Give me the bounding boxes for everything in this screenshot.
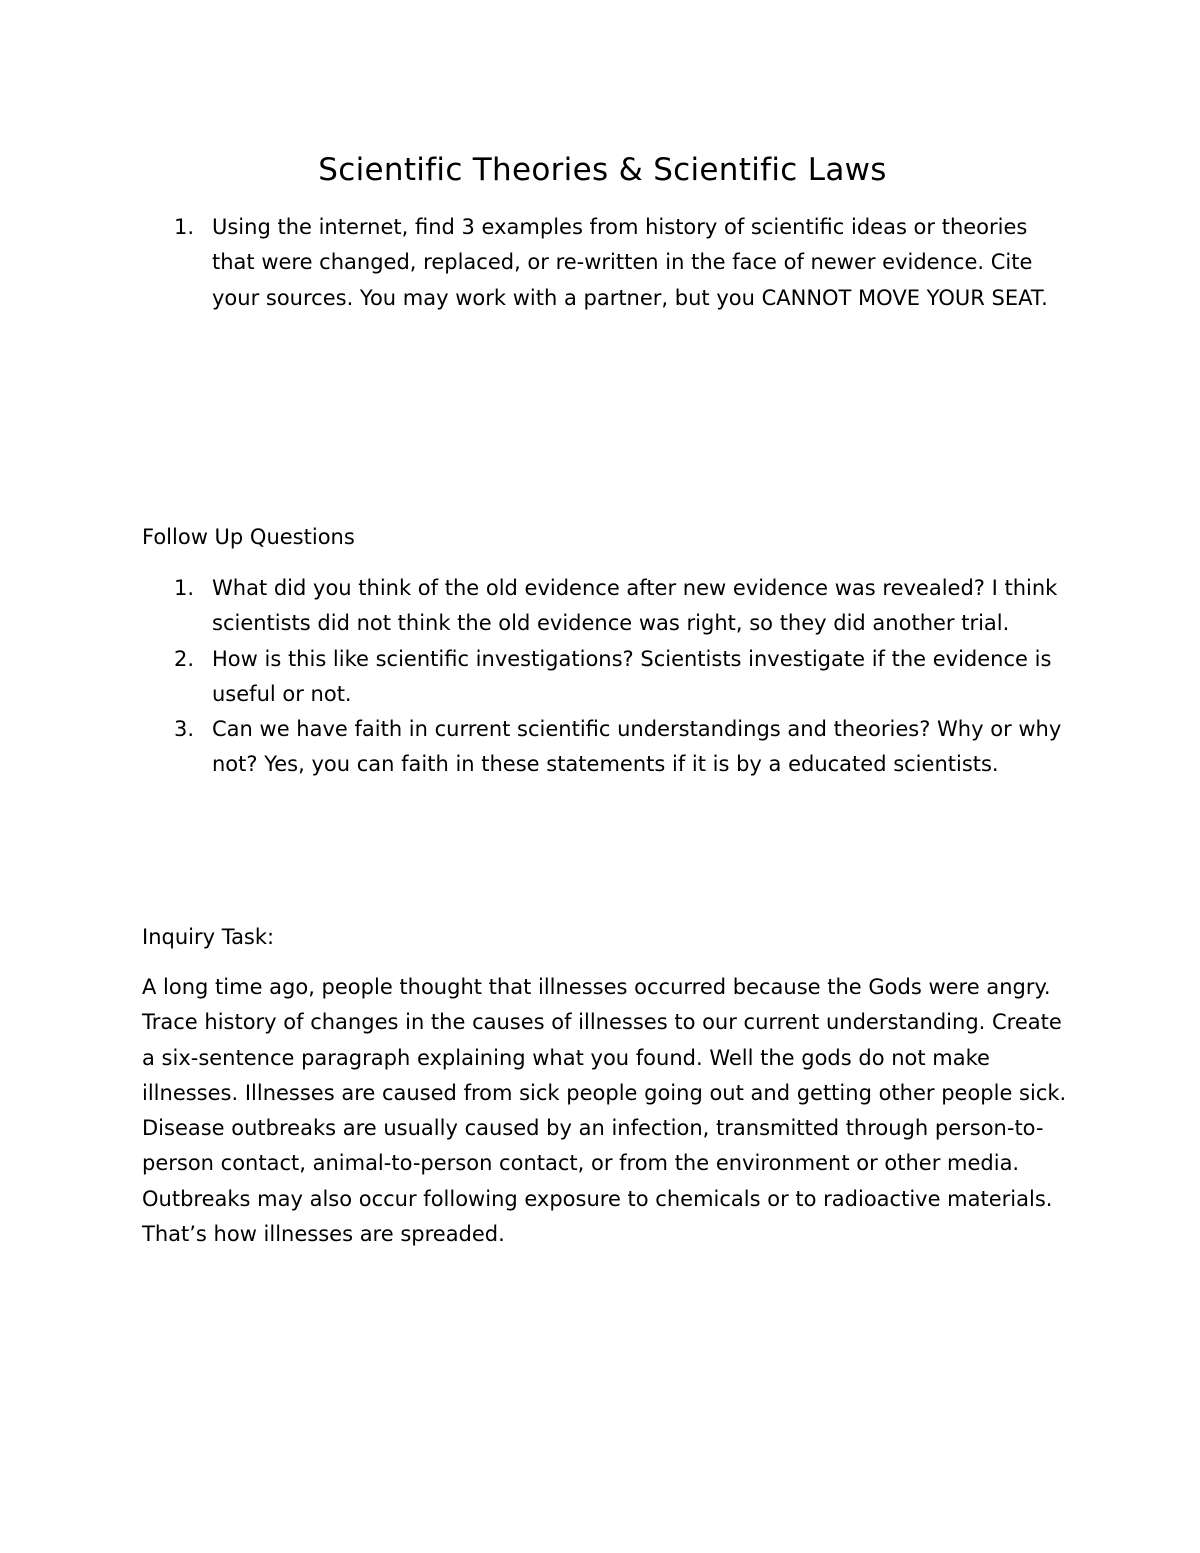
list-item-text: What did you think of the old evidence after new evidence was revealed? I think scientists did not think the old evidence was right, so they did another trial. <box>212 576 1058 636</box>
list-item-text: Using the internet, find 3 examples from history of scientific ideas or theories that were changed, replaced, or re-written in the face of newer evidence. Cite your sources. You may work with a partner, but you CANNOT MOVE YOUR SEAT. <box>212 215 1048 310</box>
inquiry-paragraph: A long time ago, people thought that illnesses occurred because the Gods were angry. Trace history of changes in the causes of illnesses to our current understanding. Create a six-sentence paragraph explaining what you found. Well the gods do not make illnesses. Illnesses are caused from sick people going out and getting other people sick. Disease outbreaks are usually caused by an infection, transmitted through person-to-person contact, animal-to-person contact, or from the environment or other media. Outbreaks may also occur following exposure to chemicals or to radioactive materials. That’s how illnesses are spreaded. <box>142 975 1067 1247</box>
follow-up-list <box>142 571 1072 783</box>
list-item <box>142 712 1072 783</box>
task-list <box>142 210 1072 316</box>
page-title: Scientific Theories & Scientific Laws <box>318 152 887 188</box>
list-item-text: How is this like scientific investigations? Scientists investigate if the evidence is useful or not. <box>212 646 1052 706</box>
list-item-number: 1. <box>174 215 195 239</box>
list-item <box>142 210 1072 316</box>
list-item-number: 2. <box>174 646 195 671</box>
list-item <box>142 642 1072 713</box>
follow-up-heading: Follow Up Questions <box>142 525 355 549</box>
list-item <box>142 571 1072 642</box>
list-item-text: Can we have faith in current scientific understandings and theories? Why or why not? Yes, you can faith in these statements if it is by a educated scientists. <box>212 717 1062 777</box>
inquiry-heading: Inquiry Task: <box>142 925 275 949</box>
list-item-number: 1. <box>174 576 195 600</box>
list-item-number: 3. <box>174 717 195 742</box>
